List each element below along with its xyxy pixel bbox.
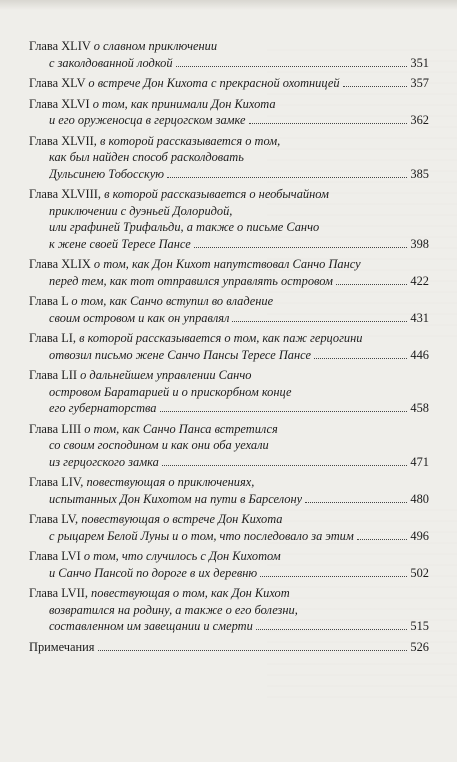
page-number: 496	[410, 528, 429, 543]
toc-entry-last-line	[29, 618, 429, 635]
chapter-label: Глава XLVII,	[29, 133, 97, 148]
dot-leader	[176, 66, 408, 67]
toc-entry	[29, 256, 429, 289]
chapter-description: своим островом и как он управлял	[49, 310, 230, 325]
page-number: 446	[410, 347, 429, 362]
chapter-description: испытанных Дон Кихотом на пути в Барселону	[49, 491, 303, 506]
page-number: 357	[410, 76, 429, 90]
chapter-description: из герцогского замка	[49, 454, 159, 469]
dot-leader	[357, 539, 408, 540]
page-number: 422	[410, 273, 429, 288]
toc-entry-line	[29, 256, 429, 273]
toc-entry-line	[29, 133, 429, 150]
dot-leader	[232, 321, 407, 322]
chapter-description: его губернаторства	[49, 401, 157, 415]
chapter-label: Глава L	[29, 294, 69, 308]
chapter-description: в которой рассказывается о том,	[99, 133, 281, 148]
dot-leader	[98, 650, 408, 651]
toc-entry-line	[29, 548, 429, 565]
chapter-description: о том, как Санчо вступил во владение	[71, 294, 274, 308]
chapter-label: Глава LV,	[29, 512, 79, 526]
toc-entry	[29, 548, 429, 581]
chapter-label: Глава XLIX	[29, 257, 91, 271]
toc-entry-text	[49, 438, 269, 452]
page-number: 526	[410, 639, 429, 654]
chapter-label: Глава LIV,	[29, 475, 84, 489]
toc-entry-text	[29, 586, 290, 600]
toc-entry-text	[29, 187, 329, 201]
page-number: 362	[410, 113, 429, 127]
dot-leader	[160, 411, 408, 412]
chapter-label: Глава LI,	[29, 331, 76, 345]
chapter-description: составленном им завещании и смерти	[49, 619, 253, 633]
chapter-label: Глава XLVIII,	[29, 187, 102, 201]
toc-entry-last-line	[29, 491, 429, 508]
toc-entry	[29, 75, 429, 92]
chapter-label: Примечания	[29, 639, 95, 654]
chapter-description: островом Баратарией и о прискорбном конце	[49, 384, 292, 399]
toc-entry-last-line	[29, 310, 429, 327]
chapter-description: повествующая о приключениях,	[86, 475, 255, 489]
dot-leader	[167, 177, 407, 178]
toc-entry-text	[29, 368, 251, 382]
chapter-label: Глава XLVI	[29, 96, 90, 111]
toc-entry	[29, 133, 429, 183]
page-number: 471	[410, 454, 429, 469]
toc-entry	[29, 474, 429, 507]
chapter-description: приключении с дуэньей Долоридой,	[49, 203, 233, 218]
toc-entry-text	[49, 491, 302, 508]
toc-entry-text	[49, 528, 354, 545]
toc-entry-text	[29, 294, 273, 308]
toc-entry-line	[29, 585, 429, 602]
toc-entry-text	[49, 618, 253, 635]
toc-entry	[29, 330, 429, 363]
chapter-description: перед тем, как тот отправился управлять островом	[49, 273, 333, 288]
toc-entry-text	[29, 97, 276, 111]
toc-entry-line	[29, 384, 429, 401]
chapter-label: Глава XLV	[29, 76, 86, 90]
toc-entry	[29, 367, 429, 417]
toc-entry-last-line	[29, 166, 429, 183]
toc-entry-last-line	[29, 347, 429, 364]
chapter-description: с рыцарем Белой Луны и о том, что последовало за этим	[49, 528, 354, 543]
toc-entry	[29, 96, 429, 129]
toc-entry-line	[29, 219, 429, 236]
toc-entry-text	[49, 166, 164, 183]
toc-entry-line	[29, 203, 429, 220]
dot-leader	[343, 86, 408, 87]
toc-entry-text	[49, 385, 292, 399]
toc-entry-line	[29, 149, 429, 166]
chapter-label: Глава XLIV	[29, 39, 91, 53]
toc-entry-last-line	[29, 236, 429, 253]
toc-entry	[29, 511, 429, 544]
chapter-label: Глава LII	[29, 368, 78, 382]
dot-leader	[305, 502, 407, 503]
chapter-description: в которой рассказывается о необычайном	[104, 187, 329, 201]
page-edge-shadow	[0, 0, 457, 10]
toc-entry-text	[49, 273, 333, 290]
toc-entry-text	[49, 454, 159, 471]
toc-entry-text	[49, 55, 173, 72]
toc-entry-text	[49, 603, 298, 617]
toc-entry	[29, 421, 429, 471]
toc-entry-last-line	[29, 639, 429, 656]
toc-entry-line	[29, 330, 429, 347]
toc-entry	[29, 293, 429, 326]
toc-entry-line	[29, 421, 429, 438]
toc-entry-text	[29, 39, 217, 53]
chapter-description: о том, что случилось с Дон Кихотом	[83, 549, 281, 563]
toc-entry-line	[29, 293, 429, 310]
chapter-description: повествующая о том, как Дон Кихот	[91, 586, 290, 600]
dot-leader	[162, 465, 408, 466]
chapter-description: возвратился на родину, а также о его болезни,	[49, 602, 298, 617]
dot-leader	[336, 284, 408, 285]
toc-entry-text	[49, 347, 311, 364]
toc-entry-text	[29, 639, 95, 656]
toc-entry	[29, 38, 429, 71]
chapter-description: о том, как Санчо Панса встретился	[84, 421, 278, 436]
toc-entry-text	[29, 257, 361, 271]
toc-entry-last-line	[29, 273, 429, 290]
toc-entry-text	[49, 400, 157, 417]
chapter-description: о дальнейшем управлении Санчо	[80, 368, 252, 382]
page-number: 351	[410, 55, 429, 70]
page-number: 431	[410, 310, 429, 325]
toc-entry-text	[49, 204, 232, 218]
page-number: 480	[410, 491, 429, 506]
chapter-label: Глава LVII,	[29, 586, 88, 600]
chapter-description: отвозил письмо жене Санчо Пансы Тересе Пансе	[49, 347, 311, 362]
toc-entry-text	[49, 150, 244, 164]
page-number: 515	[410, 619, 429, 633]
chapter-description: и Санчо Пансой по дороге в их деревню	[49, 565, 258, 580]
chapter-description: или графиней Трифальди, а также о письме Санчо	[49, 220, 320, 234]
toc-entry-text	[29, 134, 280, 148]
toc-entry-last-line	[29, 400, 429, 417]
dot-leader	[256, 629, 408, 630]
chapter-description: в которой рассказывается о том, как паж герцогини	[79, 331, 363, 345]
toc-entry-text	[29, 331, 362, 345]
toc-entry-last-line	[29, 454, 429, 471]
toc-entry-line	[29, 186, 429, 203]
toc-entry-last-line	[29, 528, 429, 545]
toc-entry-last-line	[29, 55, 429, 72]
toc-entry-text	[49, 565, 257, 582]
toc-entry-text	[29, 512, 283, 526]
toc-entry-text	[29, 75, 340, 92]
toc-entry	[29, 639, 429, 656]
chapter-description: о том, как Дон Кихот напутствовал Санчо Пансу	[93, 257, 361, 271]
chapter-description: Дульсинею Тобосскую	[49, 166, 165, 181]
toc-entry-line	[29, 437, 429, 454]
page-number: 458	[410, 401, 429, 415]
chapter-description: со своим господином и как они оба уехали	[49, 438, 269, 452]
chapter-description: и его оруженосца в герцогском замке	[49, 113, 246, 127]
chapter-description: с заколдованной лодкой	[49, 55, 173, 70]
toc-entry-last-line	[29, 75, 429, 92]
dot-leader	[314, 358, 407, 359]
dot-leader	[194, 247, 408, 248]
toc-entry-line	[29, 367, 429, 384]
toc-entry-last-line	[29, 565, 429, 582]
chapter-description: к жене своей Тересе Пансе	[49, 236, 191, 251]
chapter-description: о встрече Дон Кихота с прекрасной охотницей	[88, 76, 340, 90]
dot-leader	[249, 123, 408, 124]
chapter-label: Глава LIII	[29, 421, 82, 436]
toc-entry-line	[29, 38, 429, 55]
toc-entry-line	[29, 474, 429, 491]
chapter-description: повествующая о встрече Дон Кихота	[81, 512, 283, 526]
chapter-label: Глава LVI	[29, 549, 81, 563]
table-of-contents	[29, 38, 429, 655]
dot-leader	[260, 576, 407, 577]
page-number: 398	[410, 236, 429, 251]
chapter-description: как был найден способ расколдовать	[49, 150, 244, 164]
toc-entry-text	[49, 236, 191, 253]
toc-entry-text	[49, 310, 229, 327]
chapter-description: о славном приключении	[93, 39, 218, 53]
toc-entry-line	[29, 511, 429, 528]
toc-entry-text	[49, 112, 246, 129]
toc-entry-last-line	[29, 112, 429, 129]
toc-entry-line	[29, 602, 429, 619]
page-number: 385	[410, 166, 429, 181]
page-number: 502	[410, 565, 429, 580]
toc-entry-text	[49, 220, 319, 234]
toc-entry-text	[29, 475, 254, 489]
toc-entry-text	[29, 549, 281, 563]
toc-entry	[29, 585, 429, 635]
toc-entry-line	[29, 96, 429, 113]
toc-entry-text	[29, 422, 278, 436]
chapter-description: о том, как принимали Дон Кихота	[92, 96, 276, 111]
toc-entry	[29, 186, 429, 252]
